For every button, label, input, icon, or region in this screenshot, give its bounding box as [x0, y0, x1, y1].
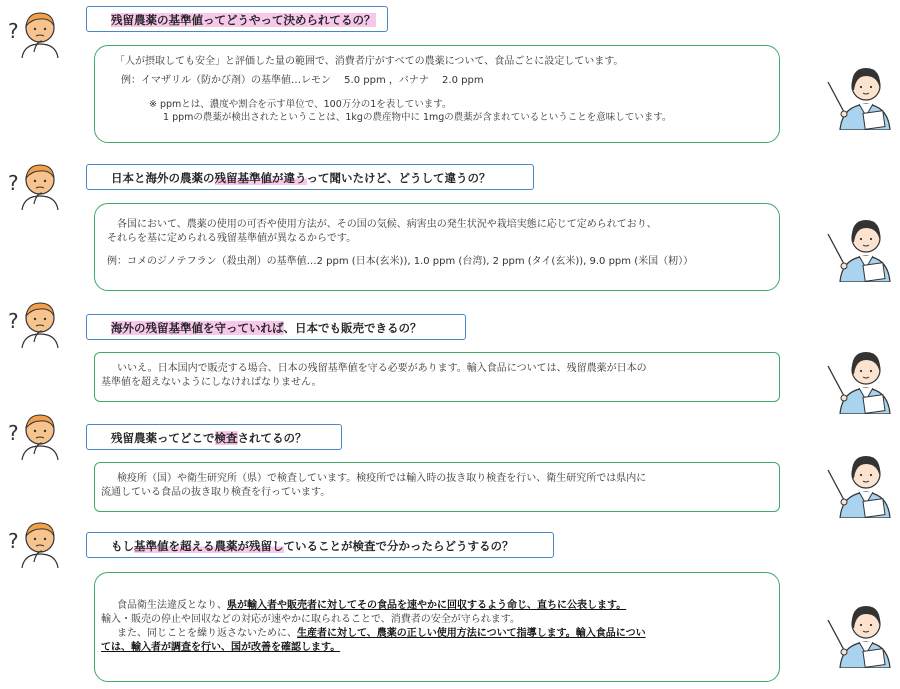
- teacher-icon: [826, 60, 892, 130]
- asking-child-icon: [6, 518, 64, 568]
- answer-bubble: [94, 462, 780, 512]
- teacher-icon: [826, 212, 892, 282]
- question-text-post: 、日本でも販売できるの？: [283, 321, 422, 335]
- answer-text: 食品衛生法違反となり、: [117, 600, 227, 611]
- answer-example: 例：コメのジノテフラン（殺虫剤）の基準値…2 ppm (日本(玄米)), 1.0 ppm (台湾), 2 ppm (タイ(玄米)), 9.0 ppm (米国（籾））: [107, 256, 694, 267]
- question-bubble: [86, 164, 534, 190]
- teacher-icon: [826, 448, 892, 518]
- answer-line: 流通している食品の抜き取り検査を行っています。: [101, 487, 331, 498]
- question-highlight: 残留農薬の基準値ってどうやって決められてるの？: [111, 13, 376, 27]
- question-highlight: 残留基準値が違う: [214, 171, 307, 185]
- answer-emphasis: 生産者に対して、農薬の正しい使用方法について指導します。輸入食品につい: [297, 628, 646, 639]
- answer-bubble: [94, 45, 780, 143]
- question-highlight: 検査: [214, 431, 238, 445]
- answer-line: [101, 627, 779, 641]
- asking-child-icon: [6, 410, 64, 460]
- question-text: もし: [111, 539, 134, 553]
- answer-line: [101, 599, 779, 613]
- question-text-post: ていることが検査で分かったらどうするの？: [283, 539, 514, 553]
- answer-line: 「人が摂取しても安全」と評価した量の範囲で、消費者庁がすべての農薬について、食品ごとに設定しています。: [115, 56, 624, 67]
- question-text-post: って聞いたけど、どうして違うの？: [306, 171, 491, 185]
- question-bubble: [86, 6, 388, 32]
- answer-line: 基準値を超えないようにしなければなりません。: [101, 377, 322, 388]
- answer-line: いいえ。日本国内で販売する場合、日本の残留基準値を守る必要があります。輸入食品については、残留農薬が日本の: [117, 363, 647, 374]
- answer-text: また、同じことを繰り返さないために、: [117, 628, 297, 639]
- answer-line: それらを基に定められる残留基準値が異なるからです。: [107, 233, 357, 244]
- question-text-post: されてるの？: [237, 431, 307, 445]
- question-bubble: [86, 532, 554, 558]
- teacher-icon: [826, 598, 892, 668]
- question-text: 日本と海外の農薬の: [111, 171, 215, 185]
- answer-bubble: [94, 572, 780, 682]
- asking-child-icon: [6, 8, 64, 58]
- answer-line: 輸入・販売の停止や回収などの対応が速やかに取られることで、消費者の安全が守られます。: [101, 614, 520, 625]
- answer-emphasis: ては、輸入者が調査を行い、国が改善を確認します。: [101, 642, 341, 653]
- question-text: 残留農薬ってどこで: [111, 431, 215, 445]
- question-bubble: [86, 314, 466, 340]
- question-highlight: 海外の残留基準値を守っていれば: [111, 321, 284, 335]
- teacher-icon: [826, 344, 892, 414]
- answer-line: 検疫所（国）や衛生研究所（県）で検査しています。検疫所では輸入時の抜き取り検査を行い、衛生研究所では県内に: [117, 473, 647, 484]
- answer-example: 例：イマザリル（防かび剤）の基準値…レモン 5.0 ppm ，バナナ 2.0 ppm: [121, 75, 484, 86]
- asking-child-icon: [6, 298, 64, 348]
- answer-line: 各国において、農薬の使用の可否や使用方法が、その国の気候、病害虫の発生状況や栽培実態に応じて定められており、: [117, 219, 657, 230]
- answer-bubble: [94, 203, 780, 291]
- answer-note: ※ ppmとは、濃度や割合を示す単位で、100万分の1を表しています。: [149, 99, 452, 110]
- answer-bubble: [94, 352, 780, 402]
- question-highlight: 基準値を超える農薬が残留し: [134, 539, 284, 553]
- answer-emphasis: 県が輸入者や販売者に対してその食品を速やかに回収するよう命じ、直ちに公表します。: [227, 600, 627, 611]
- answer-note: 1 ppmの農薬が検出されたということは、1kgの農産物中に 1mgの農薬が含まれているということを意味しています。: [163, 112, 672, 123]
- asking-child-icon: [6, 160, 64, 210]
- question-bubble: [86, 424, 342, 450]
- answer-line: [101, 641, 779, 655]
